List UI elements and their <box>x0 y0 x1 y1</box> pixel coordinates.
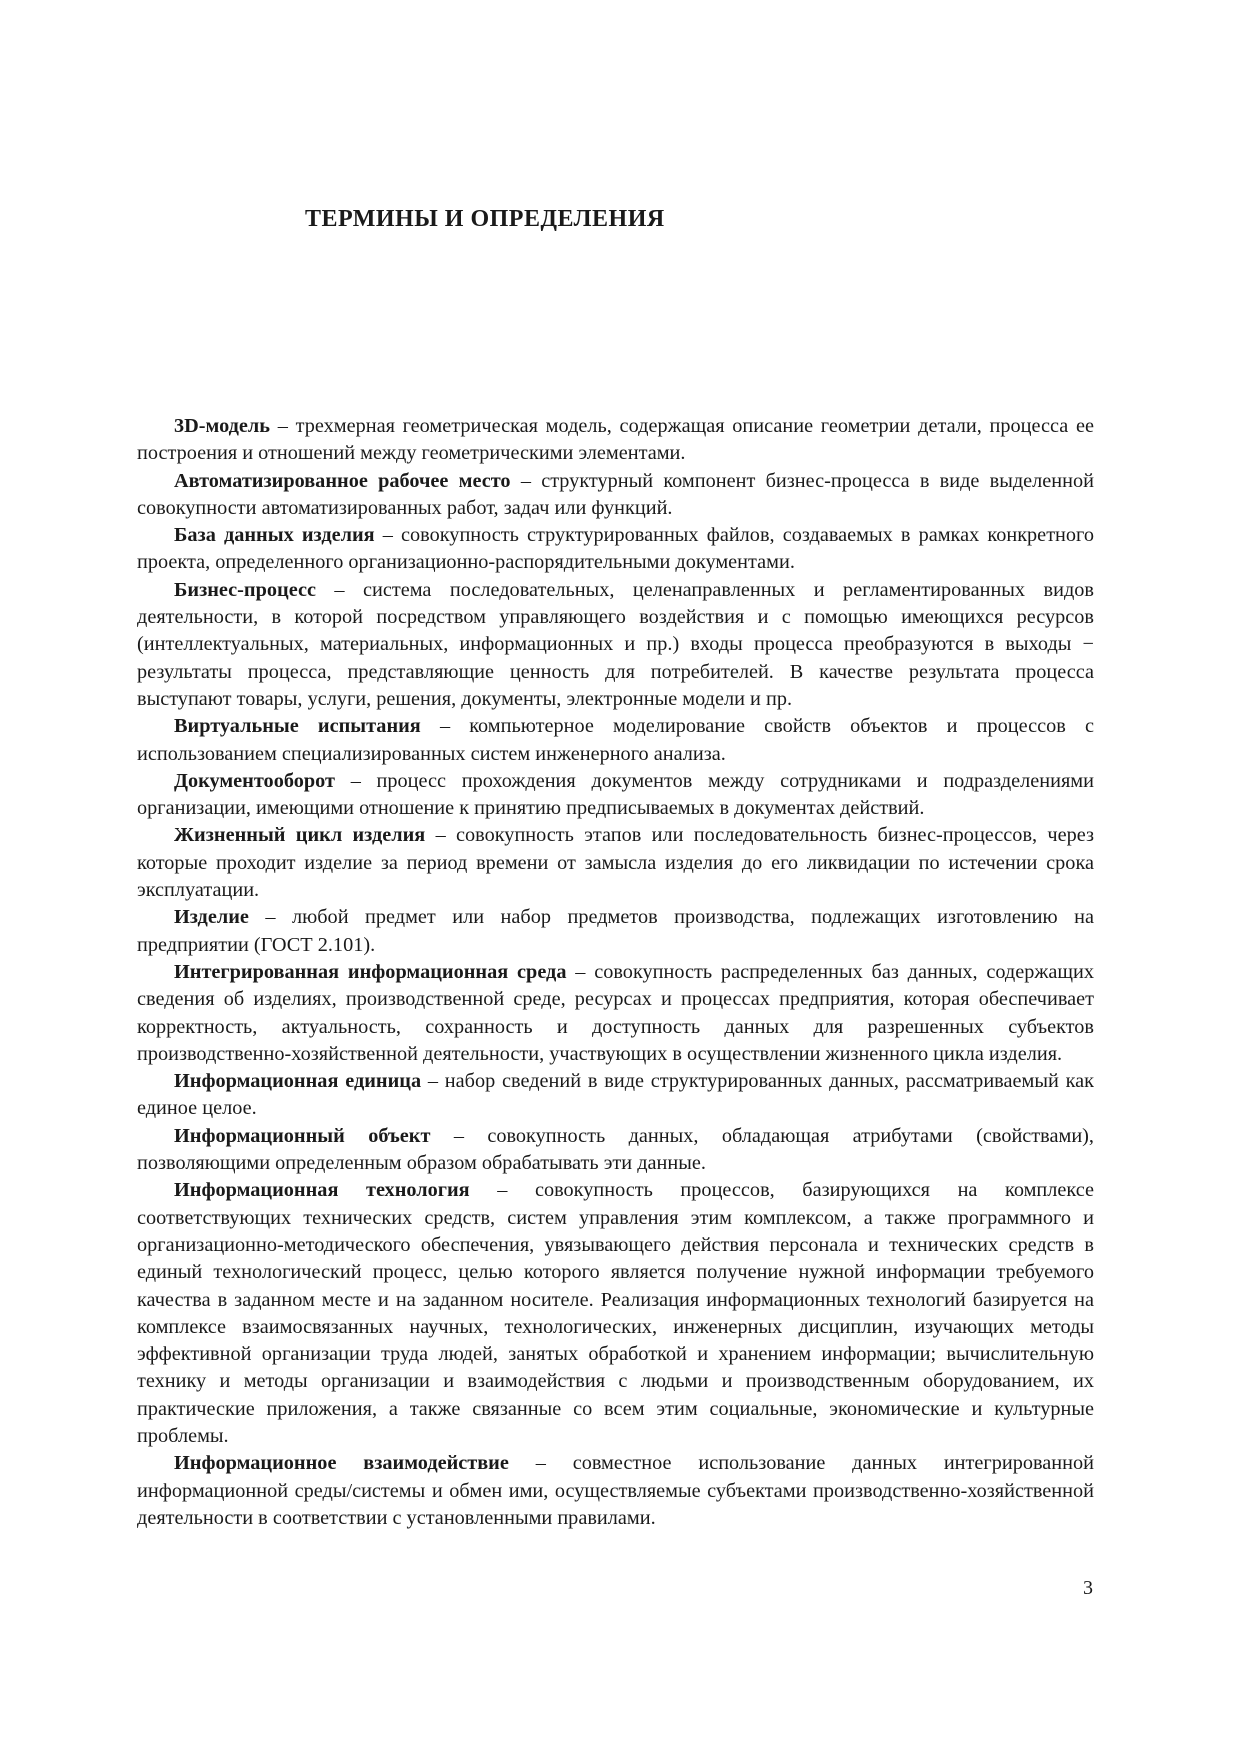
term-definition: – набор сведений в виде структурированных данных, рассматриваемый как единое целое. <box>137 1070 1094 1120</box>
term-entry <box>137 1068 1094 1123</box>
term-definition: – компьютерное моделирование свойств объектов и процессов с использованием специализированных систем инженерного анализа. <box>137 715 1095 765</box>
term-definition: – совокупность данных, обладающая атрибутами (свойствами), позволяющими определенным образом обрабатывать эти данные. <box>137 1124 1094 1175</box>
term-entry <box>137 468 1094 523</box>
term-name: Виртуальные испытания <box>174 715 421 738</box>
term-name: Информационная единица <box>174 1070 422 1093</box>
term-entry <box>137 1450 1094 1532</box>
term-name: База данных изделия <box>174 524 375 547</box>
term-definition: – система последовательных, целенаправленных и регламентированных видов деятельности, в которой посредством управляющего воздействия и с помощью имеющихся ресурсов (интеллектуальных, материальных, информационных и пр.) входы процесса преобразуются в выходы − результаты процесса, представляющие ценность для потребителей. В качестве результата процесса выступают товары, услуги, решения, документы, электронные модели и пр. <box>137 578 1094 710</box>
term-entry <box>137 413 1094 468</box>
term-entry <box>137 1123 1094 1178</box>
term-entry <box>137 822 1094 904</box>
term-definition: – совокупность этапов или последовательность бизнес-процессов, через которые проходит изделие за период времени от замысла изделия до его ликвидации по истечении срока эксплуатации. <box>137 824 1095 902</box>
term-name: Бизнес-процесс <box>174 578 316 601</box>
term-definition: – трехмерная геометрическая модель, содержащая описание геометрии детали, процесса ее построения и отношений между геометрическими элементами. <box>137 415 1094 465</box>
term-definition: – любой предмет или набор предметов производства, подлежащих изготовлению на предприятии (ГОСТ 2.101). <box>137 906 1094 956</box>
term-name: Документооборот <box>174 769 335 792</box>
term-entry <box>137 904 1094 959</box>
term-name: Изделие <box>174 906 249 929</box>
term-entry <box>137 522 1094 577</box>
term-name: Информационное взаимодействие <box>174 1452 509 1475</box>
term-entry <box>137 713 1094 768</box>
page-number: 3 <box>1083 1577 1093 1599</box>
term-definition: – структурный компонент бизнес-процесса в виде выделенной совокупности автоматизированных работ, задач или функций. <box>137 469 1095 519</box>
term-name: Информационная технология <box>174 1179 470 1202</box>
term-name: 3D-модель <box>174 415 271 437</box>
term-entry <box>137 959 1094 1068</box>
term-definition: – совокупность процессов, базирующихся на комплексе соответствующих технических средств, систем управления этим комплексом, а также программного и организационно-методического обеспечения, увязывающего действия персонала и технических средств в единый технологический процесс, целью которого является получение нужной информации требуемого качества в заданном месте и на заданном носителе. Реализация информационных технологий базируется на комплексе взаимосвязанных научных, технологических, инженерных дисциплин, изучающих методы эффективной организации труда людей, занятых обработкой и хранением информации; вычислительную технику и методы организации и взаимодействия с людьми и производственным оборудованием, их практические приложения, а также связанные со всем этим социальные, экономические и культурные проблемы. <box>137 1179 1095 1447</box>
term-definition: – совместное использование данных интегрированной информационной среды/системы и обмен ими, осуществляемые субъектами производственно-хозяйственной деятельности в соответствии с установленными правилами. <box>137 1452 1094 1529</box>
term-name: Автоматизированное рабочее место <box>174 469 511 492</box>
terms-list <box>137 413 1094 1532</box>
term-name: Интегрированная информационная среда <box>174 960 567 983</box>
term-name: Жизненный цикл изделия <box>174 824 426 847</box>
page-title: ТЕРМИНЫ И ОПРЕДЕЛЕНИЯ <box>305 206 665 232</box>
term-name: Информационный объект <box>174 1124 431 1147</box>
term-definition: – процесс прохождения документов между сотрудниками и подразделениями организации, имеющими отношение к принятию предписываемых в документах действий. <box>137 769 1094 820</box>
term-definition: – совокупность распределенных баз данных, содержащих сведения об изделиях, производственной среде, ресурсах и процессах предприятия, которая обеспечивает корректность, актуальность, сохранность и доступность данных для разрешенных субъектов производственно-хозяйственной деятельности, участвующих в осуществлении жизненного цикла изделия. <box>137 960 1095 1065</box>
term-definition: – совокупность структурированных файлов, создаваемых в рамках конкретного проекта, определенного организационно-распорядительными документами. <box>137 524 1094 574</box>
term-entry <box>137 577 1094 713</box>
term-entry <box>137 768 1094 823</box>
term-entry <box>137 1177 1094 1450</box>
